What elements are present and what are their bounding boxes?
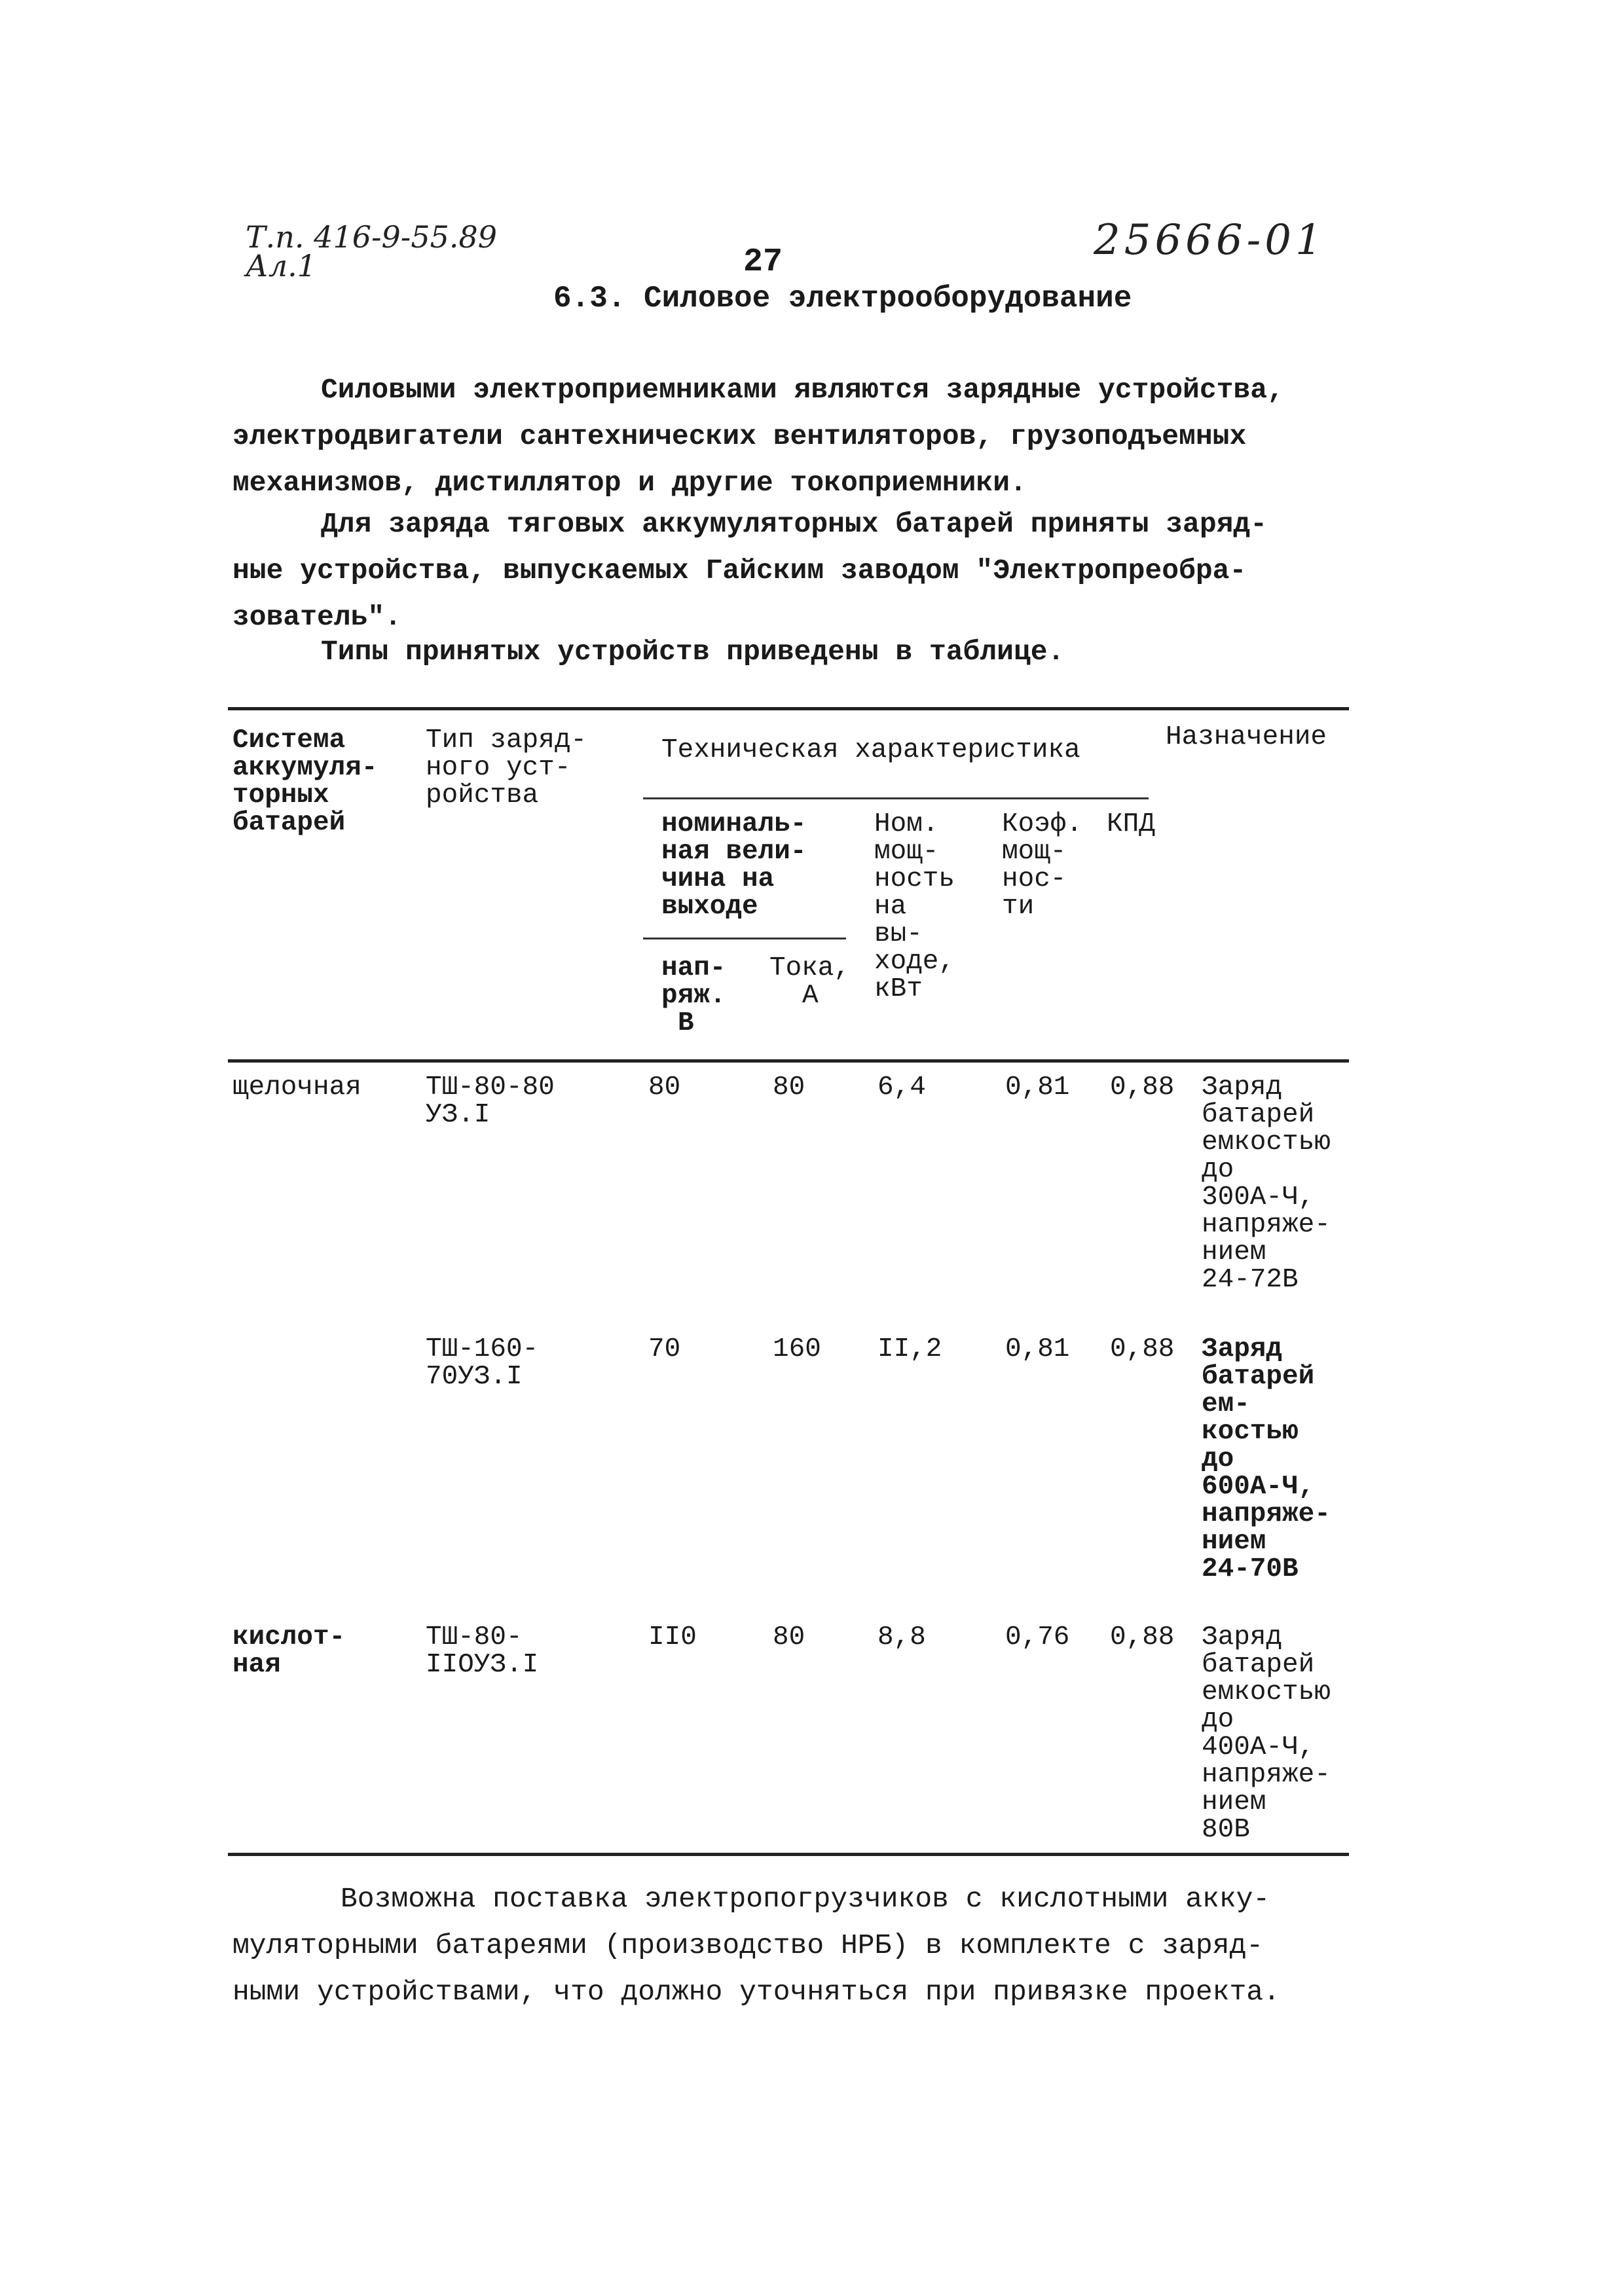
row3-voltage: [648, 1624, 697, 1651]
row2-purpose-line: Заряд: [1202, 1334, 1283, 1364]
header-rated-power: [874, 811, 955, 1003]
row3-purpose: [1202, 1624, 1331, 1844]
sheet-code: 25666-01: [1094, 216, 1326, 264]
row3-purpose-line: 80В: [1202, 1815, 1250, 1845]
row3-pf-value: 0,76: [1005, 1622, 1070, 1652]
header-power-line: кВт: [874, 974, 923, 1004]
row2-current-value: 160: [773, 1334, 821, 1364]
header-power-factor: [1002, 811, 1082, 920]
row3-efficiency: [1110, 1624, 1174, 1651]
row1-eff-value: 0,88: [1110, 1072, 1175, 1102]
header-system-line: торных: [232, 780, 329, 811]
header-voltage-line: ряж.: [661, 981, 726, 1011]
row1-type-line: ТШ-80-80: [426, 1072, 555, 1102]
row2-type-line: 70УЗ.I: [426, 1362, 523, 1392]
row1-purpose-line: батарей: [1202, 1100, 1315, 1130]
row2-type-line: ТШ-160-: [426, 1334, 539, 1364]
header-charger-type: [426, 727, 587, 809]
row1-purpose-line: Заряд: [1202, 1072, 1283, 1102]
header-nominal-line: выходе: [661, 892, 758, 922]
header-voltage-line: нап-: [661, 953, 726, 983]
header-power-line: мощ-: [874, 837, 939, 867]
doc-ref-line-1: Т.п. 416-9-55.89: [246, 219, 498, 255]
row2-voltage-value: 70: [648, 1334, 681, 1364]
row3-purpose-line: 400А-Ч,: [1202, 1732, 1315, 1762]
row2-purpose-line: нием: [1202, 1527, 1266, 1557]
header-eff-text: КПД: [1107, 809, 1155, 839]
row1-system: [232, 1074, 361, 1101]
para2-line-3: зователь".: [232, 601, 402, 633]
row2-purpose-line: костью: [1202, 1417, 1299, 1447]
header-voltage-line: В: [678, 1008, 694, 1038]
header-type-line: Тип заряд-: [426, 725, 587, 756]
para4-line-3: ными устройствами, что должно уточняться при привязке проекта.: [232, 1976, 1280, 2008]
header-pf-line: ти: [1002, 892, 1035, 922]
row2-type: [426, 1336, 538, 1391]
row2-current: [773, 1336, 821, 1363]
paragraph-chargers: [232, 501, 1267, 640]
row3-system-line: ная: [232, 1650, 281, 1680]
header-nominal-line: ная вели-: [661, 837, 807, 867]
paragraph-table-intro: [321, 629, 1064, 675]
header-system-line: Система: [232, 725, 346, 756]
row3-eff-value: 0,88: [1110, 1622, 1175, 1652]
para2-line-2: ные устройства, выпускаемых Гайским заводом "Электропреобра-: [232, 555, 1247, 587]
header-purpose-text: Назначение: [1166, 722, 1327, 752]
row2-purpose-line: напряже-: [1202, 1499, 1331, 1529]
row1-current: [773, 1074, 805, 1101]
header-pf-line: мощ-: [1002, 837, 1067, 867]
header-efficiency: [1107, 811, 1155, 838]
row1-purpose-line: емкостью: [1202, 1127, 1331, 1157]
header-type-line: ройства: [426, 780, 539, 811]
header-voltage: [661, 955, 726, 1037]
row2-purpose: [1202, 1336, 1331, 1583]
row3-purpose-line: до: [1202, 1705, 1234, 1735]
header-nominal-line: чина на: [661, 864, 775, 894]
header-type-line: ного уст-: [426, 753, 571, 783]
para2-line-1: Для заряда тяговых аккумуляторных батарей приняты заряд-: [321, 508, 1268, 540]
header-bottom-rule: [228, 1059, 1349, 1063]
row1-pf-value: 0,81: [1005, 1072, 1070, 1102]
row3-power: [877, 1624, 926, 1651]
para3-line: Типы принятых устройств приведены в таблице.: [321, 636, 1065, 668]
row3-power-value: 8,8: [877, 1622, 926, 1652]
row1-power-value: 6,4: [877, 1072, 926, 1102]
row1-power: [877, 1074, 926, 1101]
header-nominal-line: номиналь-: [661, 809, 807, 839]
header-current: [769, 955, 850, 1010]
para1-line-2: электродвигатели сантехнических вентиляторов, грузоподъемных: [232, 420, 1247, 452]
header-power-line: Ном.: [874, 809, 939, 839]
row1-current-value: 80: [773, 1072, 805, 1102]
row1-purpose-line: нием: [1202, 1237, 1266, 1267]
row3-current-value: 80: [773, 1622, 805, 1652]
row3-purpose-line: емкостью: [1202, 1677, 1331, 1707]
header-pf-line: Коэф.: [1002, 809, 1083, 839]
header-system: [232, 727, 377, 837]
row1-system-line: щелочная: [232, 1072, 361, 1102]
row1-purpose-line: 300А-Ч,: [1202, 1182, 1315, 1212]
row1-purpose-line: до: [1202, 1155, 1234, 1185]
header-tech-group: [661, 737, 1080, 764]
paragraph-consumers: [232, 367, 1284, 506]
row1-voltage: [648, 1074, 680, 1101]
row3-voltage-value: II0: [648, 1622, 697, 1652]
para1-line-1: Силовыми электроприемниками являются зарядные устройства,: [321, 374, 1284, 406]
row3-type: [426, 1624, 538, 1679]
row2-pf-value: 0,81: [1005, 1334, 1070, 1364]
row1-power-factor: [1005, 1074, 1069, 1101]
row3-type-line: IIОУЗ.I: [426, 1650, 539, 1680]
header-power-line: на: [874, 892, 907, 922]
row3-purpose-line: нием: [1202, 1787, 1266, 1817]
header-system-line: батарей: [232, 808, 346, 838]
row2-purpose-line: до: [1202, 1444, 1234, 1474]
document-reference: [246, 219, 498, 283]
header-power-line: ность: [874, 864, 955, 894]
row1-purpose: [1202, 1074, 1331, 1294]
row1-type: [426, 1074, 555, 1129]
row2-purpose-line: батарей: [1202, 1362, 1315, 1392]
nominal-sub-rule: [643, 938, 846, 939]
row3-current: [773, 1624, 805, 1651]
para4-line-1: Возможна поставка электропогрузчиков с кислотными акку-: [341, 1883, 1270, 1915]
header-current-line: А: [802, 981, 819, 1011]
table-bottom-rule: [228, 1853, 1349, 1856]
row2-power: [877, 1336, 942, 1363]
row3-type-line: ТШ-80-: [426, 1622, 523, 1652]
header-current-line: Тока,: [769, 953, 851, 983]
header-power-line: ходе,: [874, 947, 955, 977]
row2-power-value: II,2: [877, 1334, 942, 1364]
row2-purpose-line: 24-70В: [1202, 1554, 1299, 1584]
table-top-rule: [228, 707, 1349, 710]
header-power-line: вы-: [874, 919, 923, 949]
page-number: 27: [743, 244, 783, 281]
row3-system: [232, 1624, 345, 1679]
header-purpose: [1166, 723, 1327, 751]
row1-purpose-line: 24-72В: [1202, 1265, 1299, 1295]
row3-system-line: кислот-: [232, 1622, 346, 1652]
row3-purpose-line: Заряд: [1202, 1622, 1283, 1652]
row2-power-factor: [1005, 1336, 1069, 1363]
row3-purpose-line: напряже-: [1202, 1760, 1331, 1790]
para1-line-3: механизмов, дистиллятор и другие токоприемники.: [232, 467, 1027, 499]
row1-voltage-value: 80: [648, 1072, 681, 1102]
doc-ref-line-2: Ал.1: [246, 248, 317, 283]
section-title: 6.3. Силовое электрооборудование: [553, 282, 1132, 316]
row2-efficiency: [1110, 1336, 1174, 1363]
row1-purpose-line: напряже-: [1202, 1210, 1331, 1240]
header-pf-line: нос-: [1002, 864, 1067, 894]
row3-purpose-line: батарей: [1202, 1650, 1315, 1680]
header-nominal: [661, 811, 806, 920]
para4-line-2: муляторными батареями (производство НРБ) в комплекте с заряд-: [232, 1929, 1264, 1961]
row2-eff-value: 0,88: [1110, 1334, 1175, 1364]
row2-voltage: [648, 1336, 680, 1363]
row1-type-line: УЗ.I: [426, 1100, 490, 1130]
header-tech-text: Техническая характеристика: [661, 735, 1080, 765]
row2-purpose-line: 600А-Ч,: [1202, 1472, 1315, 1502]
row2-purpose-line: ем-: [1202, 1389, 1250, 1419]
row1-efficiency: [1110, 1074, 1174, 1101]
paragraph-closing: [232, 1876, 1280, 2015]
row3-power-factor: [1005, 1624, 1069, 1651]
header-system-line: аккумуля-: [232, 753, 378, 783]
tech-group-rule: [643, 797, 1149, 799]
